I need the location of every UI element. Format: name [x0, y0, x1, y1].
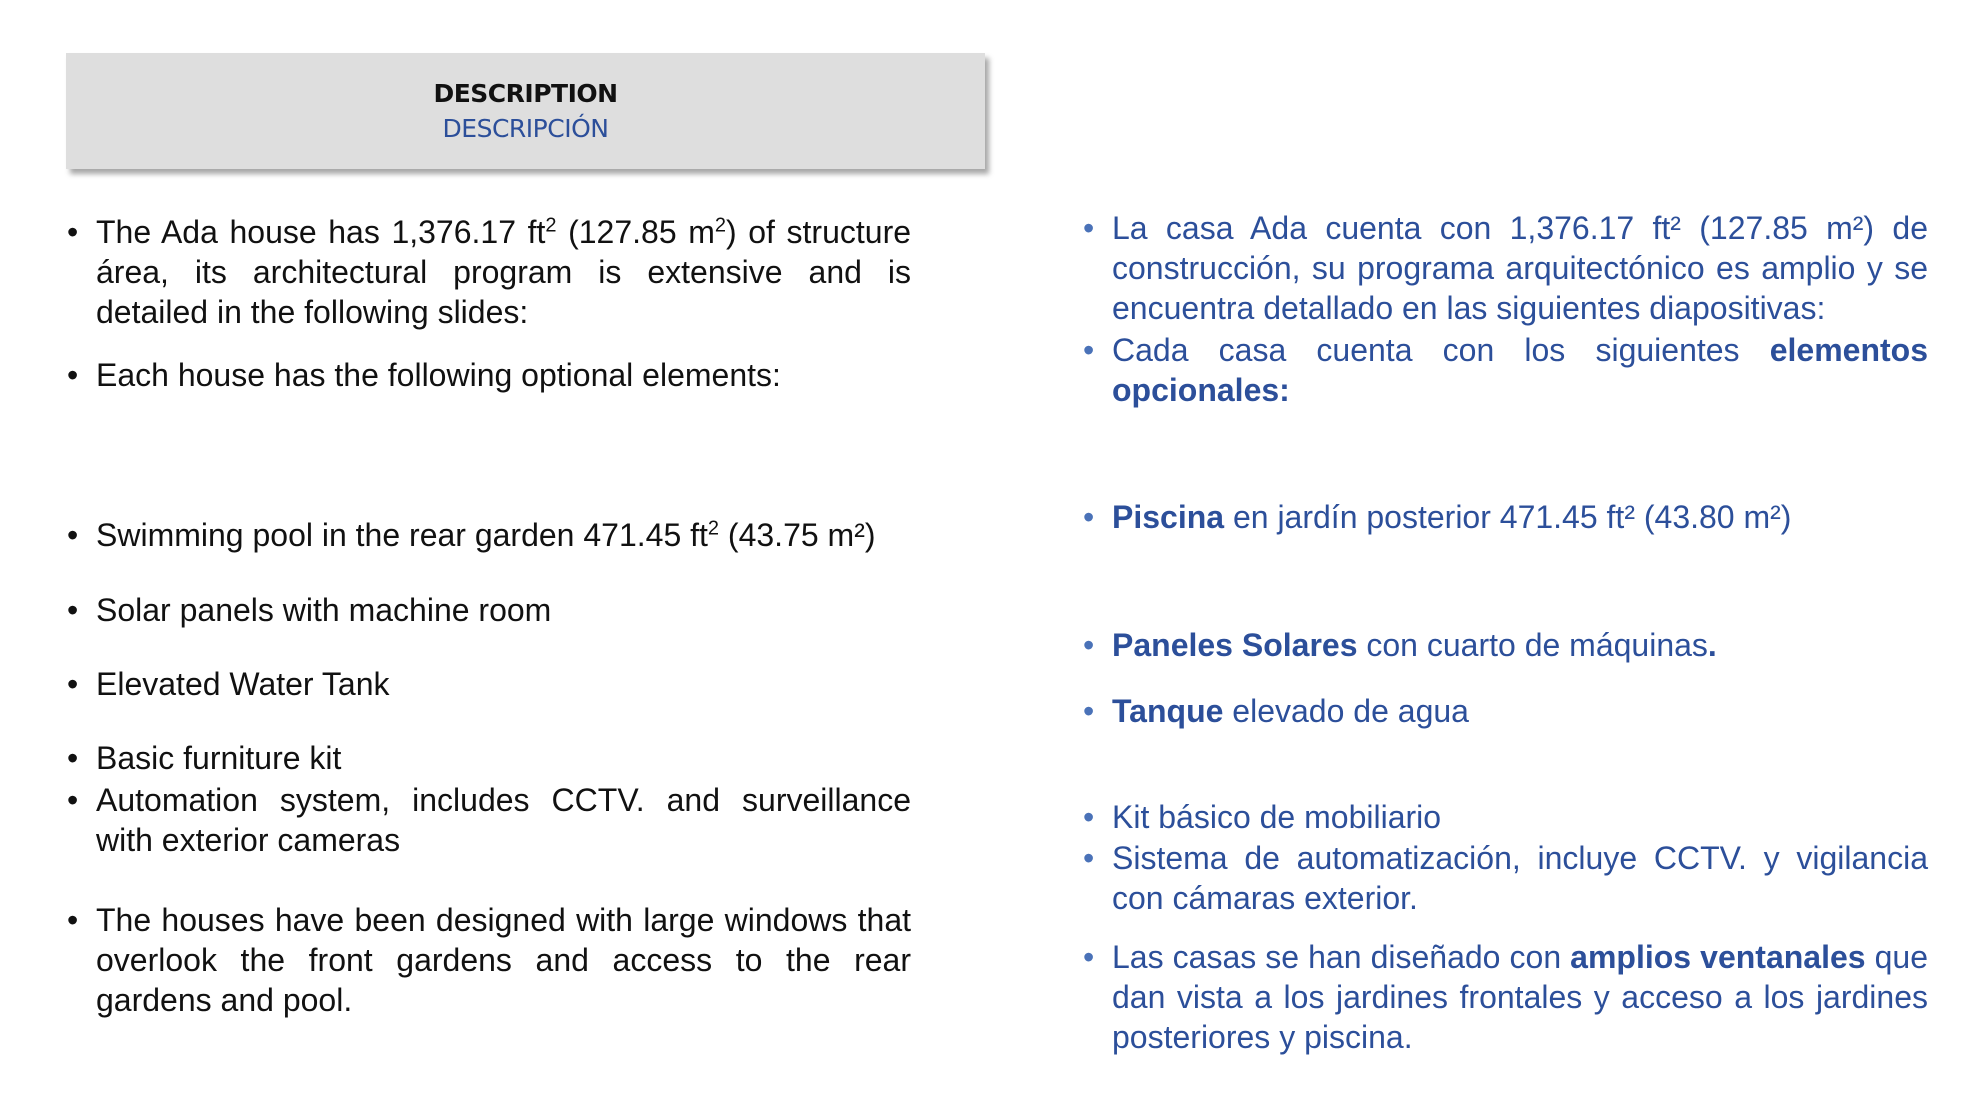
english-pool-text: Swimming pool in the rear garden 471.45 $ft^2$ (43.75 m²): [96, 517, 876, 553]
english-intro-text: The Ada house has 1,376.17 $ft^2$ (127.85 $m^2$) of structure área, its architectural program is extensive and is detailed in the following slides:: [96, 214, 912, 330]
spanish-pool-item: [1083, 497, 1928, 537]
header-title-english: DESCRIPTION: [433, 79, 618, 108]
spanish-furniture-item: [1083, 797, 1928, 837]
bullet-icon: •: [67, 902, 79, 938]
bullet-icon: •: [1083, 627, 1095, 663]
english-solar-text: Solar panels with machine room: [96, 592, 552, 628]
spanish-intro-text: La casa Ada cuenta con 1,376.17 ft² (127.85 m²) de construcción, su programa arquitectónico es amplio y se encuentra detallado en las siguientes diapositivas:: [1112, 210, 1928, 326]
bullet-icon: •: [1083, 939, 1095, 975]
bullet-icon: •: [1083, 799, 1095, 835]
english-intro-item: [67, 212, 912, 332]
english-tank-text: Elevated Water Tank: [96, 666, 390, 702]
spanish-solar-text: Paneles Solares con cuarto de máquinas.: [1112, 627, 1717, 663]
english-optional-text: Each house has the following optional elements:: [96, 357, 781, 393]
english-automation-item: [67, 780, 911, 860]
bullet-icon: •: [67, 782, 79, 818]
english-pool-item: [67, 515, 911, 555]
english-furniture-text: Basic furniture kit: [96, 740, 342, 776]
bullet-icon: •: [1083, 210, 1095, 246]
bullet-icon: •: [1083, 499, 1095, 535]
english-windows-text: The houses have been designed with large windows that overlook the front gardens and access to the rear gardens and pool.: [96, 902, 911, 1018]
spanish-tank-item: [1083, 691, 1928, 731]
english-windows-item: [67, 900, 911, 1020]
bullet-icon: •: [67, 517, 79, 553]
bullet-icon: •: [1083, 693, 1095, 729]
description-header: [66, 53, 985, 169]
bullet-icon: •: [1083, 840, 1095, 876]
spanish-optional-text: Cada casa cuenta con los siguientes elementos opcionales:: [1112, 332, 1928, 408]
english-automation-text: Automation system, includes CCTV. and surveillance with exterior cameras: [96, 782, 911, 858]
bullet-icon: •: [67, 214, 79, 250]
english-solar-item: [67, 590, 911, 630]
spanish-furniture-text: Kit básico de mobiliario: [1112, 799, 1442, 835]
english-optional-item: [67, 355, 911, 395]
spanish-optional-item: [1083, 330, 1928, 410]
header-title-spanish: DESCRIPCIÓN: [442, 114, 609, 143]
spanish-windows-text: Las casas se han diseñado con amplios ventanales que dan vista a los jardines frontales y acceso a los jardines posteriores y piscina.: [1112, 939, 1929, 1055]
spanish-windows-item: [1083, 937, 1929, 1057]
spanish-automation-text: Sistema de automatización, incluye CCTV. y vigilancia con cámaras exterior.: [1112, 840, 1928, 916]
bullet-icon: •: [67, 740, 79, 776]
spanish-pool-text: Piscina en jardín posterior 471.45 ft² (43.80 m²): [1112, 499, 1792, 535]
spanish-tank-text: Tanque elevado de agua: [1112, 693, 1469, 729]
english-tank-item: [67, 664, 911, 704]
bullet-icon: •: [67, 666, 79, 702]
bullet-icon: •: [1083, 332, 1095, 368]
spanish-automation-item: [1083, 838, 1928, 918]
bullet-icon: •: [67, 357, 79, 393]
spanish-solar-item: [1083, 625, 1928, 665]
spanish-intro-item: [1083, 208, 1928, 328]
bullet-icon: •: [67, 592, 79, 628]
english-furniture-item: [67, 738, 911, 778]
